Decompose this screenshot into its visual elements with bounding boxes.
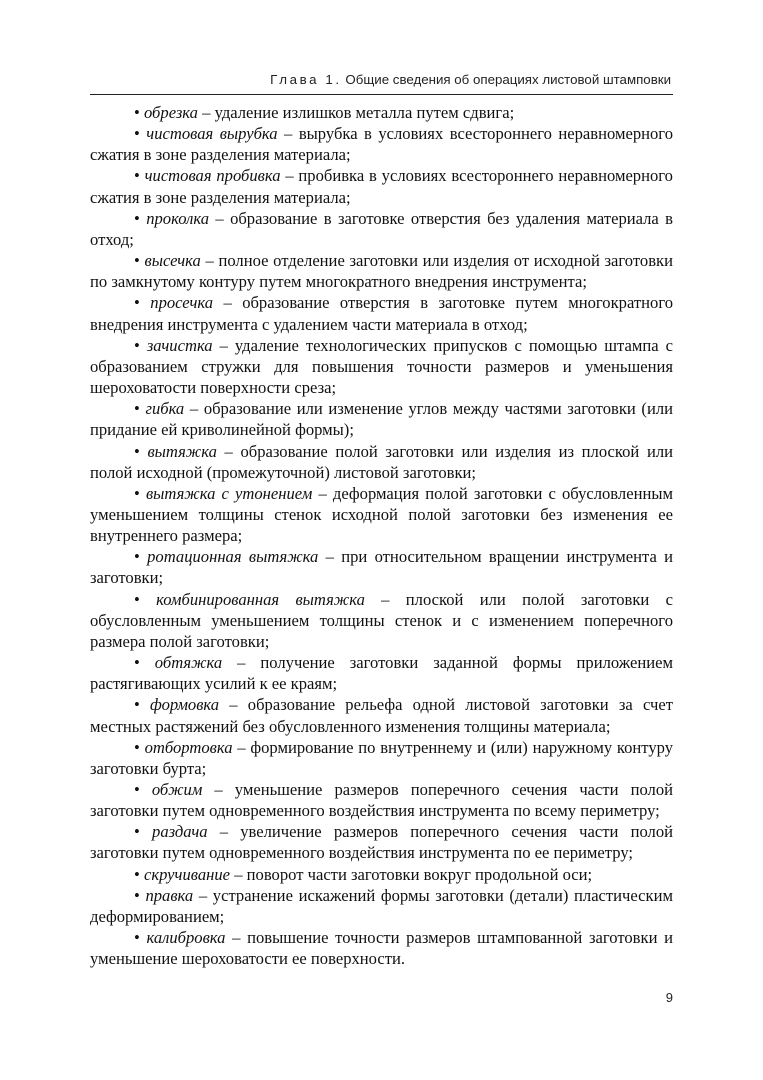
list-item: • отбортовка – формирование по внутреннему и (или) наружному контуру заготовки бурта; bbox=[90, 737, 673, 778]
chapter-title: Общие сведения об операциях листовой штамповки bbox=[345, 72, 671, 87]
term: вытяжка с утонением bbox=[145, 483, 313, 503]
term: обтяжка bbox=[154, 653, 223, 673]
term: формовка bbox=[150, 695, 220, 715]
definition: – формирование по внутреннему и (или) наружному контуру заготовки бурта; bbox=[90, 737, 673, 778]
list-item: • просечка – образование отверстия в заготовке путем многократного внедрения инструмента с удалением части материала в отход; bbox=[90, 293, 674, 334]
term: гибка bbox=[145, 399, 185, 419]
list-item: • вытяжка с утонением – деформация полой заготовки с обусловленным уменьшением толщины стенок исходной полой заготовки без изменения ее внутреннего размера; bbox=[90, 483, 673, 546]
definition: – получение заготовки заданной формы приложением растягивающих усилий к ее краям; bbox=[90, 653, 673, 694]
list-item: • ротационная вытяжка – при относительном вращении инструмента и заготовки; bbox=[90, 547, 673, 588]
list-item: • калибровка – повышение точности размеров штампованной заготовки и уменьшение шероховатости ее поверхности. bbox=[90, 928, 673, 969]
term: зачистка bbox=[146, 335, 213, 355]
term: скручивание bbox=[143, 864, 231, 884]
term: высечка bbox=[144, 251, 201, 271]
list-item: • комбинированная вытяжка – плоской или полой заготовки с обусловленным уменьшением толщины стенок и с изменением поперечного размера полой заготовки; bbox=[90, 589, 673, 651]
definition: – удаление технологических припусков с помощью штампа с образованием стружки для повышения точности размеров и уменьшения шероховатости поверхности среза; bbox=[90, 335, 673, 398]
list-item: • правка – устранение искажений формы заготовки (детали) пластическим деформированием; bbox=[90, 885, 673, 926]
definition: – полное отделение заготовки или изделия от исходной заготовки по замкнутому контуру путем многократного внедрения инструмента; bbox=[90, 251, 673, 292]
list-item: • высечка – полное отделение заготовки или изделия от исходной заготовки по замкнутому контуру путем многократного внедрения инструмента; bbox=[90, 251, 673, 292]
running-header bbox=[90, 72, 673, 95]
definition: – при относительном вращении инструмента и заготовки; bbox=[90, 547, 673, 588]
list-item: • обтяжка – получение заготовки заданной формы приложением растягивающих усилий к ее краям; bbox=[90, 653, 673, 694]
definition: – образование полой заготовки или изделия из плоской или полой исходной (промежуточной) листовой заготовки; bbox=[90, 441, 673, 482]
definition: – пробивка в условиях всестороннего неравномерного сжатия в зоне разделения материала; bbox=[90, 166, 673, 207]
definition: – удаление излишков металла путем сдвига; bbox=[197, 103, 515, 122]
term: ротационная вытяжка bbox=[147, 547, 319, 567]
definition-list bbox=[90, 102, 673, 969]
definition: – образование или изменение углов между частями заготовки (или придание ей криволинейной формы); bbox=[90, 399, 673, 440]
term: просечка bbox=[150, 293, 214, 313]
page-number: 9 bbox=[665, 990, 673, 1005]
list-item: • чистовая вырубка – вырубка в условиях всестороннего неравномерного сжатия в зоне разделения материала; bbox=[90, 124, 673, 165]
list-item: • формовка – образование рельефа одной листовой заготовки за счет местных растяжений без обусловленного изменения толщины материала; bbox=[90, 695, 673, 736]
term: отбортовка bbox=[144, 737, 233, 757]
term: комбинированная вытяжка bbox=[156, 589, 365, 609]
term: чистовая пробивка bbox=[144, 166, 281, 186]
list-item: • раздача – увеличение размеров поперечного сечения части полой заготовки путем одновременного воздействия инструмента по ее периметру; bbox=[90, 822, 674, 863]
term: обрезка bbox=[143, 103, 198, 122]
list-item: • зачистка – удаление технологических припусков с помощью штампа с образованием стружки для повышения точности размеров и уменьшения шероховатости поверхности среза; bbox=[90, 335, 673, 398]
definition: – устранение искажений формы заготовки (детали) пластическим деформированием; bbox=[90, 885, 673, 926]
term: вытяжка bbox=[147, 441, 217, 461]
list-item: • обрезка – удаление излишков металла путем сдвига; bbox=[134, 103, 515, 122]
list-item: • гибка – образование или изменение углов между частями заготовки (или придание ей криволинейной формы); bbox=[90, 399, 673, 440]
definition: – образование в заготовке отверстия без удаления материала в отход; bbox=[90, 208, 673, 249]
term: калибровка bbox=[146, 928, 226, 948]
definition: – образование отверстия в заготовке путем многократного внедрения инструмента с удалением части материала в отход; bbox=[90, 293, 674, 334]
term: обжим bbox=[151, 780, 203, 799]
term: проколка bbox=[146, 208, 209, 228]
term: раздача bbox=[152, 822, 208, 842]
term: чистовая вырубка bbox=[146, 124, 278, 144]
chapter-label: Глава 1. bbox=[270, 72, 342, 87]
definition: – поворот части заготовки вокруг продольной оси; bbox=[230, 864, 593, 884]
header-text bbox=[270, 72, 671, 87]
term: правка bbox=[145, 885, 194, 905]
definition: – уменьшение размеров поперечного сечения части полой заготовки путем одновременного воздействия инструмента по всему периметру; bbox=[90, 780, 673, 821]
list-item: • чистовая пробивка – пробивка в условиях всестороннего неравномерного сжатия в зоне разделения материала; bbox=[90, 166, 673, 207]
definition: – вырубка в условиях всестороннего неравномерного сжатия в зоне разделения материала; bbox=[90, 124, 673, 165]
list-item: • вытяжка – образование полой заготовки или изделия из плоской или полой исходной (промежуточной) листовой заготовки; bbox=[90, 441, 673, 482]
list-item: • обжим – уменьшение размеров поперечного сечения части полой заготовки путем одновременного воздействия инструмента по всему периметру; bbox=[90, 780, 673, 821]
definition: – плоской или полой заготовки с обусловленным уменьшением толщины стенок и с изменением поперечного размера полой заготовки; bbox=[90, 589, 673, 651]
definition: – образование рельефа одной листовой заготовки за счет местных растяжений без обусловленного изменения толщины материала; bbox=[90, 695, 673, 736]
definition: – деформация полой заготовки с обусловленным уменьшением толщины стенок исходной полой заготовки без изменения ее внутреннего размера; bbox=[90, 483, 673, 546]
definition: – повышение точности размеров штампованной заготовки и уменьшение шероховатости ее поверхности. bbox=[90, 928, 673, 969]
list-item: • проколка – образование в заготовке отверстия без удаления материала в отход; bbox=[90, 208, 673, 249]
list-item: • скручивание – поворот части заготовки вокруг продольной оси; bbox=[134, 864, 593, 884]
definition: – увеличение размеров поперечного сечения части полой заготовки путем одновременного воздействия инструмента по ее периметру; bbox=[90, 822, 674, 863]
